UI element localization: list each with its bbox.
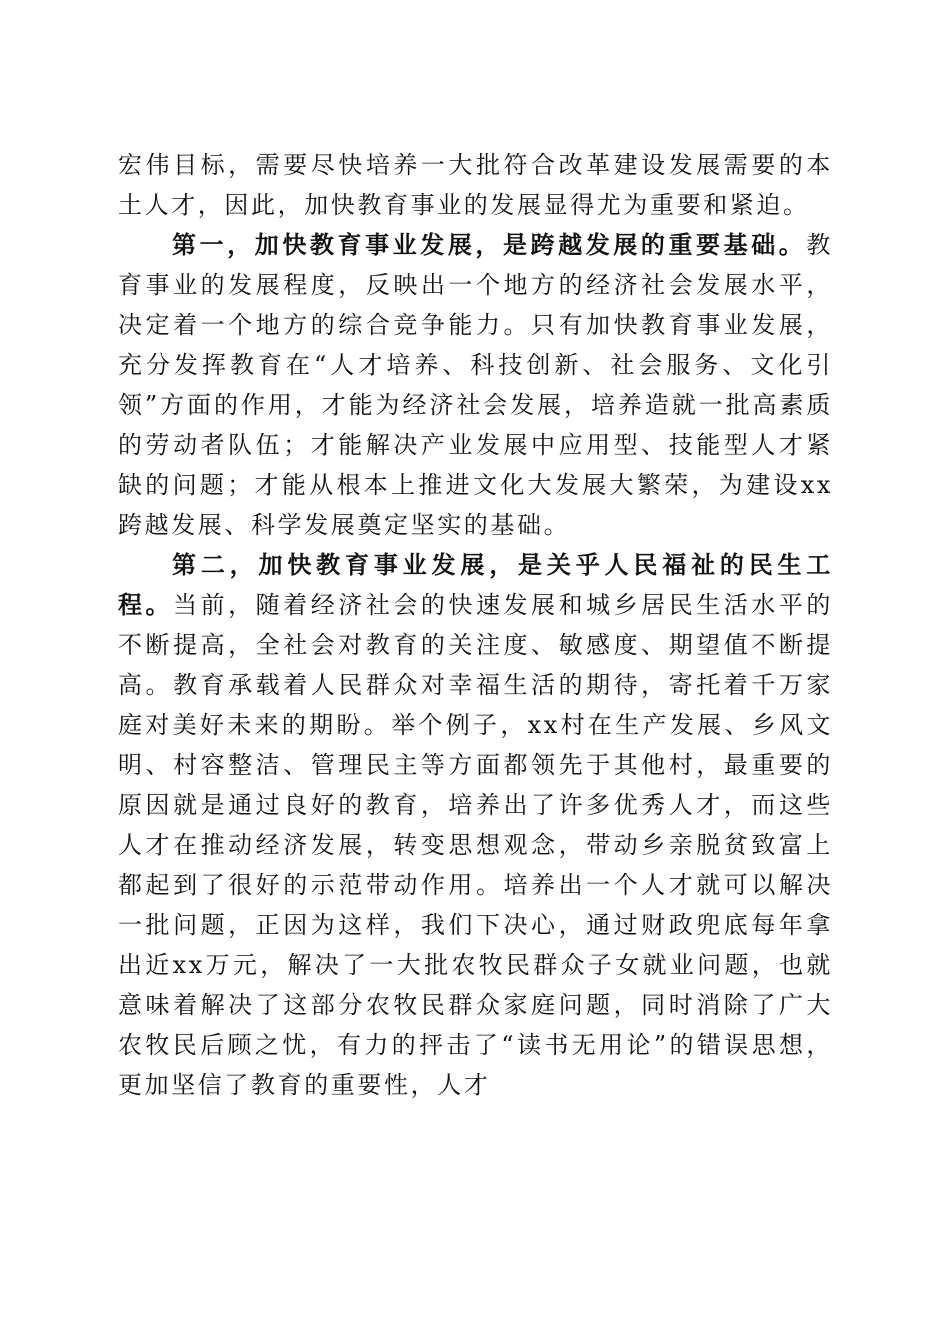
paragraph-text: 宏伟目标，需要尽快培养一大批符合改革建设发展需要的本土人才，因此，加快教育事业的发展显得尤为重要和紧迫。 (118, 151, 833, 219)
paragraph-intro-continuation (118, 145, 833, 225)
paragraph-text: 当前，随着经济社会的快速发展和城乡居民生活水平的不断提高，全社会对教育的关注度、敏感度、期望值不断提高。教育承载着人民群众对幸福生活的期待，寄托着千万家庭对美好未来的期盼。举个例子，xx村在生产发展、乡风文明、村容整洁、管理民主等方面都领先于其他村，最重要的原因就是通过良好的教育，培养出了许多优秀人才，而这些人才在推动经济发展，转变思想观念，带动乡亲脱贫致富上都起到了很好的示范带动作用。培养出一个人才就可以解决一批问题，正因为这样，我们下决心，通过财政兜底每年拿出近xx万元，解决了一大批农牧民群众子女就业问题，也就意味着解决了这部分农牧民群众家庭问题，同时消除了广大农牧民后顾之忧，有力的抨击了“读书无用论”的错误思想，更加坚信了教育的重要性，人才 (118, 591, 833, 1099)
paragraph-lead: 第二，加快教育事业发展，是关乎人民福祉的民生工程。 (118, 550, 833, 619)
document-body (118, 145, 833, 1105)
paragraph-second-point (118, 545, 833, 1105)
paragraph-first-point (118, 225, 833, 545)
paragraph-lead: 第一，加快教育事业发展，是跨越发展的重要基础。 (172, 230, 807, 259)
paragraph-text: 教育事业的发展程度，反映出一个地方的经济社会发展水平，决定着一个地方的综合竞争能力。只有加快教育事业发展，充分发挥教育在“人才培养、科技创新、社会服务、文化引领”方面的作用，才能为经济社会发展，培养造就一批高素质的劳动者队伍；才能解决产业发展中应用型、技能型人才紧缺的问题；才能从根本上推进文化大发展大繁荣，为建设xx跨越发展、科学发展奠定坚实的基础。 (118, 231, 833, 539)
